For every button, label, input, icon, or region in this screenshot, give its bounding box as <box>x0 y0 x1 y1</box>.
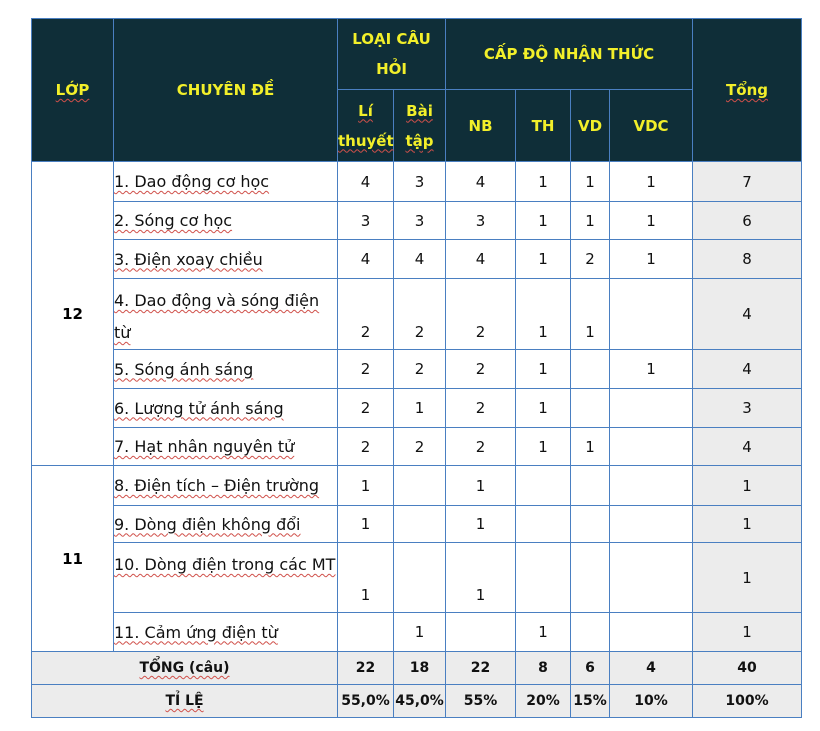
ratio-bai-tap: 45,0% <box>394 685 446 718</box>
header-nb: NB <box>446 90 516 162</box>
cell-bai-tap: 3 <box>394 162 446 202</box>
cell-vd: 1 <box>571 202 610 240</box>
table-row <box>32 428 802 466</box>
cell-li-thuyet <box>338 613 394 652</box>
cell-tong: 4 <box>693 350 802 389</box>
topic-cell: 8. Điện tích – Điện trường <box>114 466 338 506</box>
cell-th: 1 <box>516 613 571 652</box>
cell-tong: 4 <box>693 428 802 466</box>
topic-cell: 6. Lượng tử ánh sáng <box>114 389 338 428</box>
cell-tong: 7 <box>693 162 802 202</box>
table-row <box>32 162 802 202</box>
ratio-li-thuyet: 55,0% <box>338 685 394 718</box>
total-nb: 22 <box>446 652 516 685</box>
cell-nb: 2 <box>446 350 516 389</box>
ratio-tong: 100% <box>693 685 802 718</box>
cell-th: 1 <box>516 162 571 202</box>
cell-nb: 2 <box>446 279 516 350</box>
total-tong: 40 <box>693 652 802 685</box>
cell-vd: 2 <box>571 240 610 279</box>
ratio-vdc: 10% <box>610 685 693 718</box>
table-row <box>32 202 802 240</box>
cell-li-thuyet: 3 <box>338 202 394 240</box>
header-vd: VD <box>571 90 610 162</box>
topic-cell: 10. Dòng điện trong các MT <box>114 543 338 613</box>
cell-th <box>516 466 571 506</box>
cell-vd <box>571 613 610 652</box>
cell-tong: 1 <box>693 506 802 543</box>
topic-cell: 11. Cảm ứng điện từ <box>114 613 338 652</box>
cell-li-thuyet: 2 <box>338 350 394 389</box>
cell-vd <box>571 466 610 506</box>
cell-nb: 4 <box>446 162 516 202</box>
table-row <box>32 279 802 350</box>
cell-vdc <box>610 466 693 506</box>
header-vdc: VDC <box>610 90 693 162</box>
cell-li-thuyet: 2 <box>338 279 394 350</box>
cell-nb: 1 <box>446 466 516 506</box>
cell-vd <box>571 506 610 543</box>
cell-th: 1 <box>516 240 571 279</box>
cell-nb: 4 <box>446 240 516 279</box>
topic-cell: 5. Sóng ánh sáng <box>114 350 338 389</box>
cell-tong: 1 <box>693 543 802 613</box>
header-tong: Tổng <box>693 19 802 162</box>
cell-th: 1 <box>516 279 571 350</box>
total-th: 8 <box>516 652 571 685</box>
cell-li-thuyet: 1 <box>338 543 394 613</box>
table-row <box>32 613 802 652</box>
cell-vd: 1 <box>571 279 610 350</box>
ratio-row <box>32 685 802 718</box>
cell-vdc: 1 <box>610 162 693 202</box>
totals-row <box>32 652 802 685</box>
cell-nb <box>446 613 516 652</box>
cell-th: 1 <box>516 202 571 240</box>
cell-bai-tap: 4 <box>394 240 446 279</box>
topic-cell: 2. Sóng cơ học <box>114 202 338 240</box>
cell-vdc <box>610 506 693 543</box>
cell-bai-tap: 1 <box>394 389 446 428</box>
cell-th: 1 <box>516 350 571 389</box>
header-cap-do-nhan-thuc: CẤP ĐỘ NHẬN THỨC <box>446 19 693 90</box>
ratio-th: 20% <box>516 685 571 718</box>
grade-cell-11: 11 <box>32 466 114 652</box>
cell-th: 1 <box>516 389 571 428</box>
table-row <box>32 543 802 613</box>
header-bai-tap: Bài tập <box>394 90 446 162</box>
cell-th: 1 <box>516 428 571 466</box>
cell-bai-tap <box>394 543 446 613</box>
cell-tong: 4 <box>693 279 802 350</box>
cell-li-thuyet: 4 <box>338 162 394 202</box>
header-li-thuyet: Lí thuyết <box>338 90 394 162</box>
cell-th <box>516 543 571 613</box>
cell-nb: 2 <box>446 389 516 428</box>
cell-tong: 1 <box>693 613 802 652</box>
header-loai-cau-hoi: LOẠI CÂU HỎI <box>338 19 446 90</box>
cell-nb: 1 <box>446 543 516 613</box>
cell-nb: 2 <box>446 428 516 466</box>
cell-bai-tap: 2 <box>394 350 446 389</box>
cell-li-thuyet: 4 <box>338 240 394 279</box>
cell-li-thuyet: 1 <box>338 466 394 506</box>
cell-vdc <box>610 279 693 350</box>
cell-tong: 3 <box>693 389 802 428</box>
total-bai-tap: 18 <box>394 652 446 685</box>
cell-li-thuyet: 2 <box>338 428 394 466</box>
cell-vdc: 1 <box>610 202 693 240</box>
table-row <box>32 240 802 279</box>
cell-vd: 1 <box>571 428 610 466</box>
cell-li-thuyet: 2 <box>338 389 394 428</box>
cell-vd: 1 <box>571 162 610 202</box>
cell-vdc <box>610 389 693 428</box>
ratio-nb: 55% <box>446 685 516 718</box>
header-lop: LỚP <box>32 19 114 162</box>
totals-label: TỔNG (câu) <box>32 652 338 685</box>
cell-li-thuyet: 1 <box>338 506 394 543</box>
total-vdc: 4 <box>610 652 693 685</box>
cell-vd <box>571 350 610 389</box>
table-row <box>32 506 802 543</box>
ratio-label: TỈ LỆ <box>32 685 338 718</box>
cell-bai-tap: 2 <box>394 428 446 466</box>
table-row <box>32 466 802 506</box>
cell-vd <box>571 389 610 428</box>
total-li-thuyet: 22 <box>338 652 394 685</box>
cell-vdc <box>610 543 693 613</box>
cell-bai-tap: 3 <box>394 202 446 240</box>
cell-vd <box>571 543 610 613</box>
grade-cell-12: 12 <box>32 162 114 466</box>
topic-cell: 7. Hạt nhân nguyên tử <box>114 428 338 466</box>
cell-tong: 6 <box>693 202 802 240</box>
cell-bai-tap: 2 <box>394 279 446 350</box>
header-chuyen-de: CHUYÊN ĐỀ <box>114 19 338 162</box>
topic-cell: 3. Điện xoay chiều <box>114 240 338 279</box>
topic-cell: 9. Dòng điện không đổi <box>114 506 338 543</box>
table-row <box>32 350 802 389</box>
cell-bai-tap <box>394 466 446 506</box>
cell-nb: 3 <box>446 202 516 240</box>
cell-nb: 1 <box>446 506 516 543</box>
topic-cell: 4. Dao động và sóng điện từ <box>114 279 338 350</box>
cell-vdc <box>610 613 693 652</box>
ratio-vd: 15% <box>571 685 610 718</box>
cell-vdc: 1 <box>610 240 693 279</box>
cell-vdc: 1 <box>610 350 693 389</box>
exam-matrix-table <box>31 18 802 718</box>
cell-tong: 8 <box>693 240 802 279</box>
cell-tong: 1 <box>693 466 802 506</box>
cell-bai-tap <box>394 506 446 543</box>
cell-bai-tap: 1 <box>394 613 446 652</box>
cell-vdc <box>610 428 693 466</box>
total-vd: 6 <box>571 652 610 685</box>
cell-th <box>516 506 571 543</box>
header-th: TH <box>516 90 571 162</box>
topic-cell: 1. Dao động cơ học <box>114 162 338 202</box>
table-row <box>32 389 802 428</box>
